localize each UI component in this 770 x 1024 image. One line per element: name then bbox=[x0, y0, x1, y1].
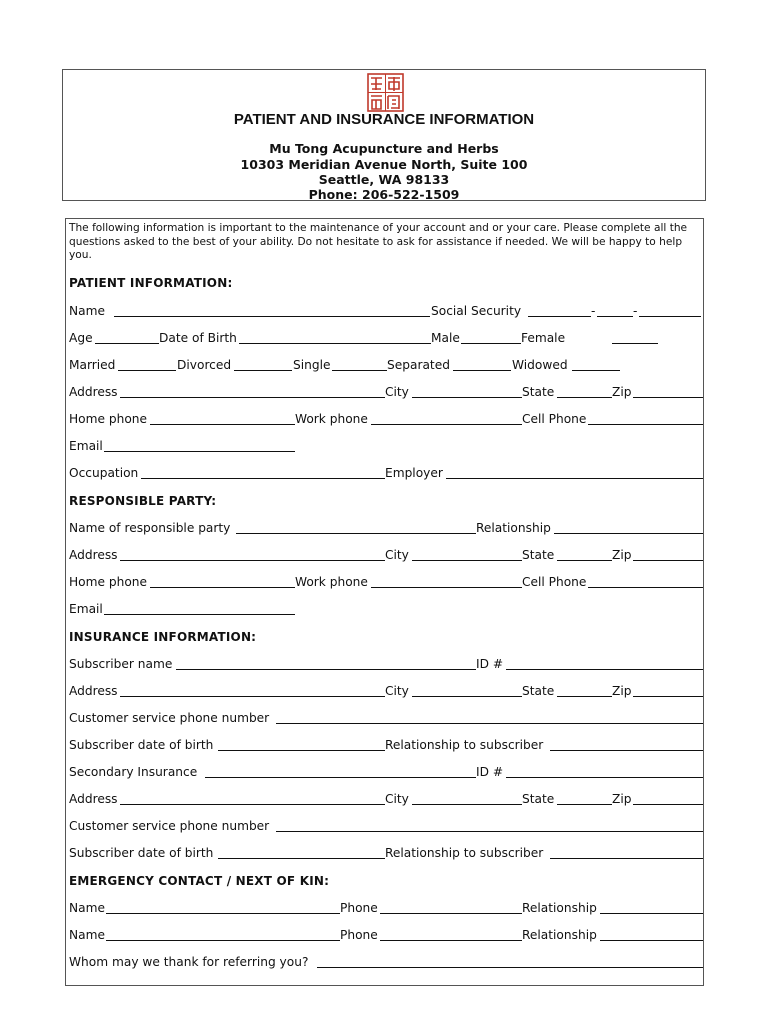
label-state: State bbox=[522, 792, 555, 806]
ssn-field-part1[interactable] bbox=[528, 316, 591, 317]
label-home-phone: Home phone bbox=[69, 575, 148, 589]
secondary-id-field[interactable] bbox=[506, 777, 703, 778]
label-state: State bbox=[522, 385, 555, 399]
secondary-zip-field[interactable] bbox=[633, 804, 703, 805]
form-row-secondary-address bbox=[69, 791, 703, 807]
secondary-relationship-field[interactable] bbox=[550, 858, 703, 859]
label-cell-phone: Cell Phone bbox=[522, 412, 587, 426]
label-state: State bbox=[522, 548, 555, 562]
clinic-address-line2: Seattle, WA 98133 bbox=[318, 172, 450, 187]
intro-text: The following information is important to the maintenance of your account and or your care. Please complete all the questions asked to the best of your ability. Do not hesitate to ask for assistance if needed. We will be happy to help you. bbox=[69, 222, 688, 261]
emergency-relationship-1-field[interactable] bbox=[600, 913, 703, 914]
label-male: Male bbox=[431, 331, 460, 345]
form-row-subscriber-dob bbox=[69, 737, 703, 753]
divorced-field[interactable] bbox=[234, 370, 292, 371]
label-work-phone: Work phone bbox=[295, 575, 368, 589]
label-email: Email bbox=[69, 439, 103, 453]
widowed-field[interactable] bbox=[572, 370, 620, 371]
form-row-age bbox=[69, 330, 703, 346]
label-phone: Phone bbox=[340, 928, 378, 942]
dob-field[interactable] bbox=[239, 343, 431, 344]
secondary-subscriber-dob-field[interactable] bbox=[218, 858, 385, 859]
label-subscriber-dob: Subscriber date of birth bbox=[69, 738, 214, 752]
zip-field[interactable] bbox=[633, 397, 703, 398]
label-relationship: Relationship bbox=[522, 901, 597, 915]
label-name: Name bbox=[69, 304, 105, 318]
emergency-name-2-field[interactable] bbox=[106, 940, 340, 941]
secondary-city-field[interactable] bbox=[412, 804, 522, 805]
label-occupation: Occupation bbox=[69, 466, 139, 480]
city-field[interactable] bbox=[412, 397, 522, 398]
ssn-dash-1: - bbox=[591, 304, 596, 318]
label-name: Name bbox=[69, 928, 105, 942]
ssn-field-part2[interactable] bbox=[597, 316, 633, 317]
label-single: Single bbox=[293, 358, 331, 372]
responsible-email-field[interactable] bbox=[104, 614, 295, 615]
subscriber-dob-field[interactable] bbox=[218, 750, 385, 751]
form-row-marital bbox=[69, 357, 703, 373]
form-row-phones bbox=[69, 411, 703, 427]
responsible-state-field[interactable] bbox=[557, 560, 612, 561]
state-field[interactable] bbox=[557, 397, 612, 398]
label-home-phone: Home phone bbox=[69, 412, 148, 426]
single-field[interactable] bbox=[332, 370, 387, 371]
work-phone-field[interactable] bbox=[371, 424, 522, 425]
label-email: Email bbox=[69, 602, 103, 616]
label-id: ID # bbox=[476, 657, 504, 671]
label-referral: Whom may we thank for referring you? bbox=[69, 955, 309, 969]
ssn-field-part3[interactable] bbox=[639, 316, 701, 317]
label-name: Name bbox=[69, 901, 105, 915]
label-zip: Zip bbox=[612, 385, 632, 399]
label-work-phone: Work phone bbox=[295, 412, 368, 426]
form-body bbox=[65, 218, 704, 986]
female-field[interactable] bbox=[612, 343, 658, 344]
form-row-responsible-name bbox=[69, 520, 703, 536]
responsible-name-field[interactable] bbox=[236, 533, 476, 534]
ssn-dash-2: - bbox=[633, 304, 638, 318]
label-secondary-insurance: Secondary Insurance bbox=[69, 765, 198, 779]
home-phone-field[interactable] bbox=[150, 424, 295, 425]
male-field[interactable] bbox=[461, 343, 521, 344]
form-row-occupation bbox=[69, 465, 703, 481]
label-age: Age bbox=[69, 331, 93, 345]
label-married: Married bbox=[69, 358, 116, 372]
label-separated: Separated bbox=[387, 358, 450, 372]
form-row-emergency-2 bbox=[69, 927, 703, 943]
responsible-zip-field[interactable] bbox=[633, 560, 703, 561]
responsible-address-field[interactable] bbox=[120, 560, 385, 561]
secondary-address-field[interactable] bbox=[120, 804, 385, 805]
clinic-phone: Phone: 206-522-1509 bbox=[308, 187, 460, 202]
cell-phone-field[interactable] bbox=[588, 424, 703, 425]
label-address: Address bbox=[69, 548, 118, 562]
label-cs-phone: Customer service phone number bbox=[69, 711, 270, 725]
label-relationship-subscriber: Relationship to subscriber bbox=[385, 846, 544, 860]
label-address: Address bbox=[69, 684, 118, 698]
section-heading-emergency: EMERGENCY CONTACT / NEXT OF KIN: bbox=[69, 874, 330, 888]
label-widowed: Widowed bbox=[512, 358, 568, 372]
referral-field[interactable] bbox=[317, 967, 703, 968]
label-divorced: Divorced bbox=[177, 358, 232, 372]
form-row-email bbox=[69, 438, 703, 454]
form-row-emergency-1 bbox=[69, 900, 703, 916]
form-row-responsible-address bbox=[69, 547, 703, 563]
insurance-state-field[interactable] bbox=[557, 696, 612, 697]
label-responsible-name: Name of responsible party bbox=[69, 521, 231, 535]
section-heading-patient: PATIENT INFORMATION: bbox=[69, 276, 233, 290]
name-field[interactable] bbox=[114, 316, 430, 317]
label-dob: Date of Birth bbox=[159, 331, 237, 345]
form-row-responsible-email bbox=[69, 601, 703, 617]
responsible-cell-phone-field[interactable] bbox=[588, 587, 703, 588]
label-relationship-subscriber: Relationship to subscriber bbox=[385, 738, 544, 752]
form-row-responsible-phones bbox=[69, 574, 703, 590]
label-cs-phone: Customer service phone number bbox=[69, 819, 270, 833]
married-field[interactable] bbox=[118, 370, 176, 371]
employer-field[interactable] bbox=[446, 478, 703, 479]
clinic-address-line1: 10303 Meridian Avenue North, Suite 100 bbox=[240, 157, 528, 172]
label-city: City bbox=[385, 385, 409, 399]
label-city: City bbox=[385, 548, 409, 562]
label-id: ID # bbox=[476, 765, 504, 779]
label-relationship: Relationship bbox=[522, 928, 597, 942]
form-row-cs-phone bbox=[69, 710, 703, 726]
insurance-zip-field[interactable] bbox=[633, 696, 703, 697]
form-title: PATIENT AND INSURANCE INFORMATION bbox=[233, 111, 535, 128]
label-relationship: Relationship bbox=[476, 521, 551, 535]
label-employer: Employer bbox=[385, 466, 443, 480]
label-phone: Phone bbox=[340, 901, 378, 915]
clinic-name: Mu Tong Acupuncture and Herbs bbox=[269, 141, 499, 156]
label-ssn: Social Security bbox=[431, 304, 522, 318]
responsible-home-phone-field[interactable] bbox=[150, 587, 295, 588]
label-city: City bbox=[385, 792, 409, 806]
emergency-phone-2-field[interactable] bbox=[380, 940, 522, 941]
label-address: Address bbox=[69, 385, 118, 399]
address-field[interactable] bbox=[120, 397, 385, 398]
emergency-name-1-field[interactable] bbox=[106, 913, 340, 914]
form-row-referral bbox=[69, 954, 703, 970]
label-city: City bbox=[385, 684, 409, 698]
label-subscriber-dob: Subscriber date of birth bbox=[69, 846, 214, 860]
label-zip: Zip bbox=[612, 792, 632, 806]
form-row-secondary bbox=[69, 764, 703, 780]
label-zip: Zip bbox=[612, 548, 632, 562]
age-field[interactable] bbox=[95, 343, 159, 344]
label-subscriber-name: Subscriber name bbox=[69, 657, 173, 671]
relationship-field[interactable] bbox=[554, 533, 703, 534]
section-heading-insurance: INSURANCE INFORMATION: bbox=[69, 630, 257, 644]
id-field[interactable] bbox=[506, 669, 703, 670]
label-cell-phone: Cell Phone bbox=[522, 575, 587, 589]
secondary-cs-phone-field[interactable] bbox=[276, 831, 703, 832]
form-row-insurance-address bbox=[69, 683, 703, 699]
section-heading-responsible: RESPONSIBLE PARTY: bbox=[69, 494, 217, 508]
form-row-subscriber-dob-2 bbox=[69, 845, 703, 861]
insurance-address-field[interactable] bbox=[120, 696, 385, 697]
form-row-cs-phone-2 bbox=[69, 818, 703, 834]
label-state: State bbox=[522, 684, 555, 698]
secondary-insurance-field[interactable] bbox=[205, 777, 476, 778]
subscriber-name-field[interactable] bbox=[176, 669, 476, 670]
separated-field[interactable] bbox=[453, 370, 511, 371]
responsible-city-field[interactable] bbox=[412, 560, 522, 561]
responsible-work-phone-field[interactable] bbox=[371, 587, 522, 588]
label-address: Address bbox=[69, 792, 118, 806]
cs-phone-field[interactable] bbox=[276, 723, 703, 724]
email-field[interactable] bbox=[104, 451, 295, 452]
header-box bbox=[62, 69, 706, 201]
emergency-phone-1-field[interactable] bbox=[380, 913, 522, 914]
label-zip: Zip bbox=[612, 684, 632, 698]
form-row-subscriber-name bbox=[69, 656, 703, 672]
form-row-name bbox=[69, 303, 703, 319]
form-row-address bbox=[69, 384, 703, 400]
secondary-state-field[interactable] bbox=[557, 804, 612, 805]
occupation-field[interactable] bbox=[141, 478, 385, 479]
insurance-city-field[interactable] bbox=[412, 696, 522, 697]
seal-logo-icon bbox=[367, 73, 404, 112]
emergency-relationship-2-field[interactable] bbox=[600, 940, 703, 941]
relationship-subscriber-field[interactable] bbox=[550, 750, 703, 751]
label-female: Female bbox=[521, 331, 566, 345]
